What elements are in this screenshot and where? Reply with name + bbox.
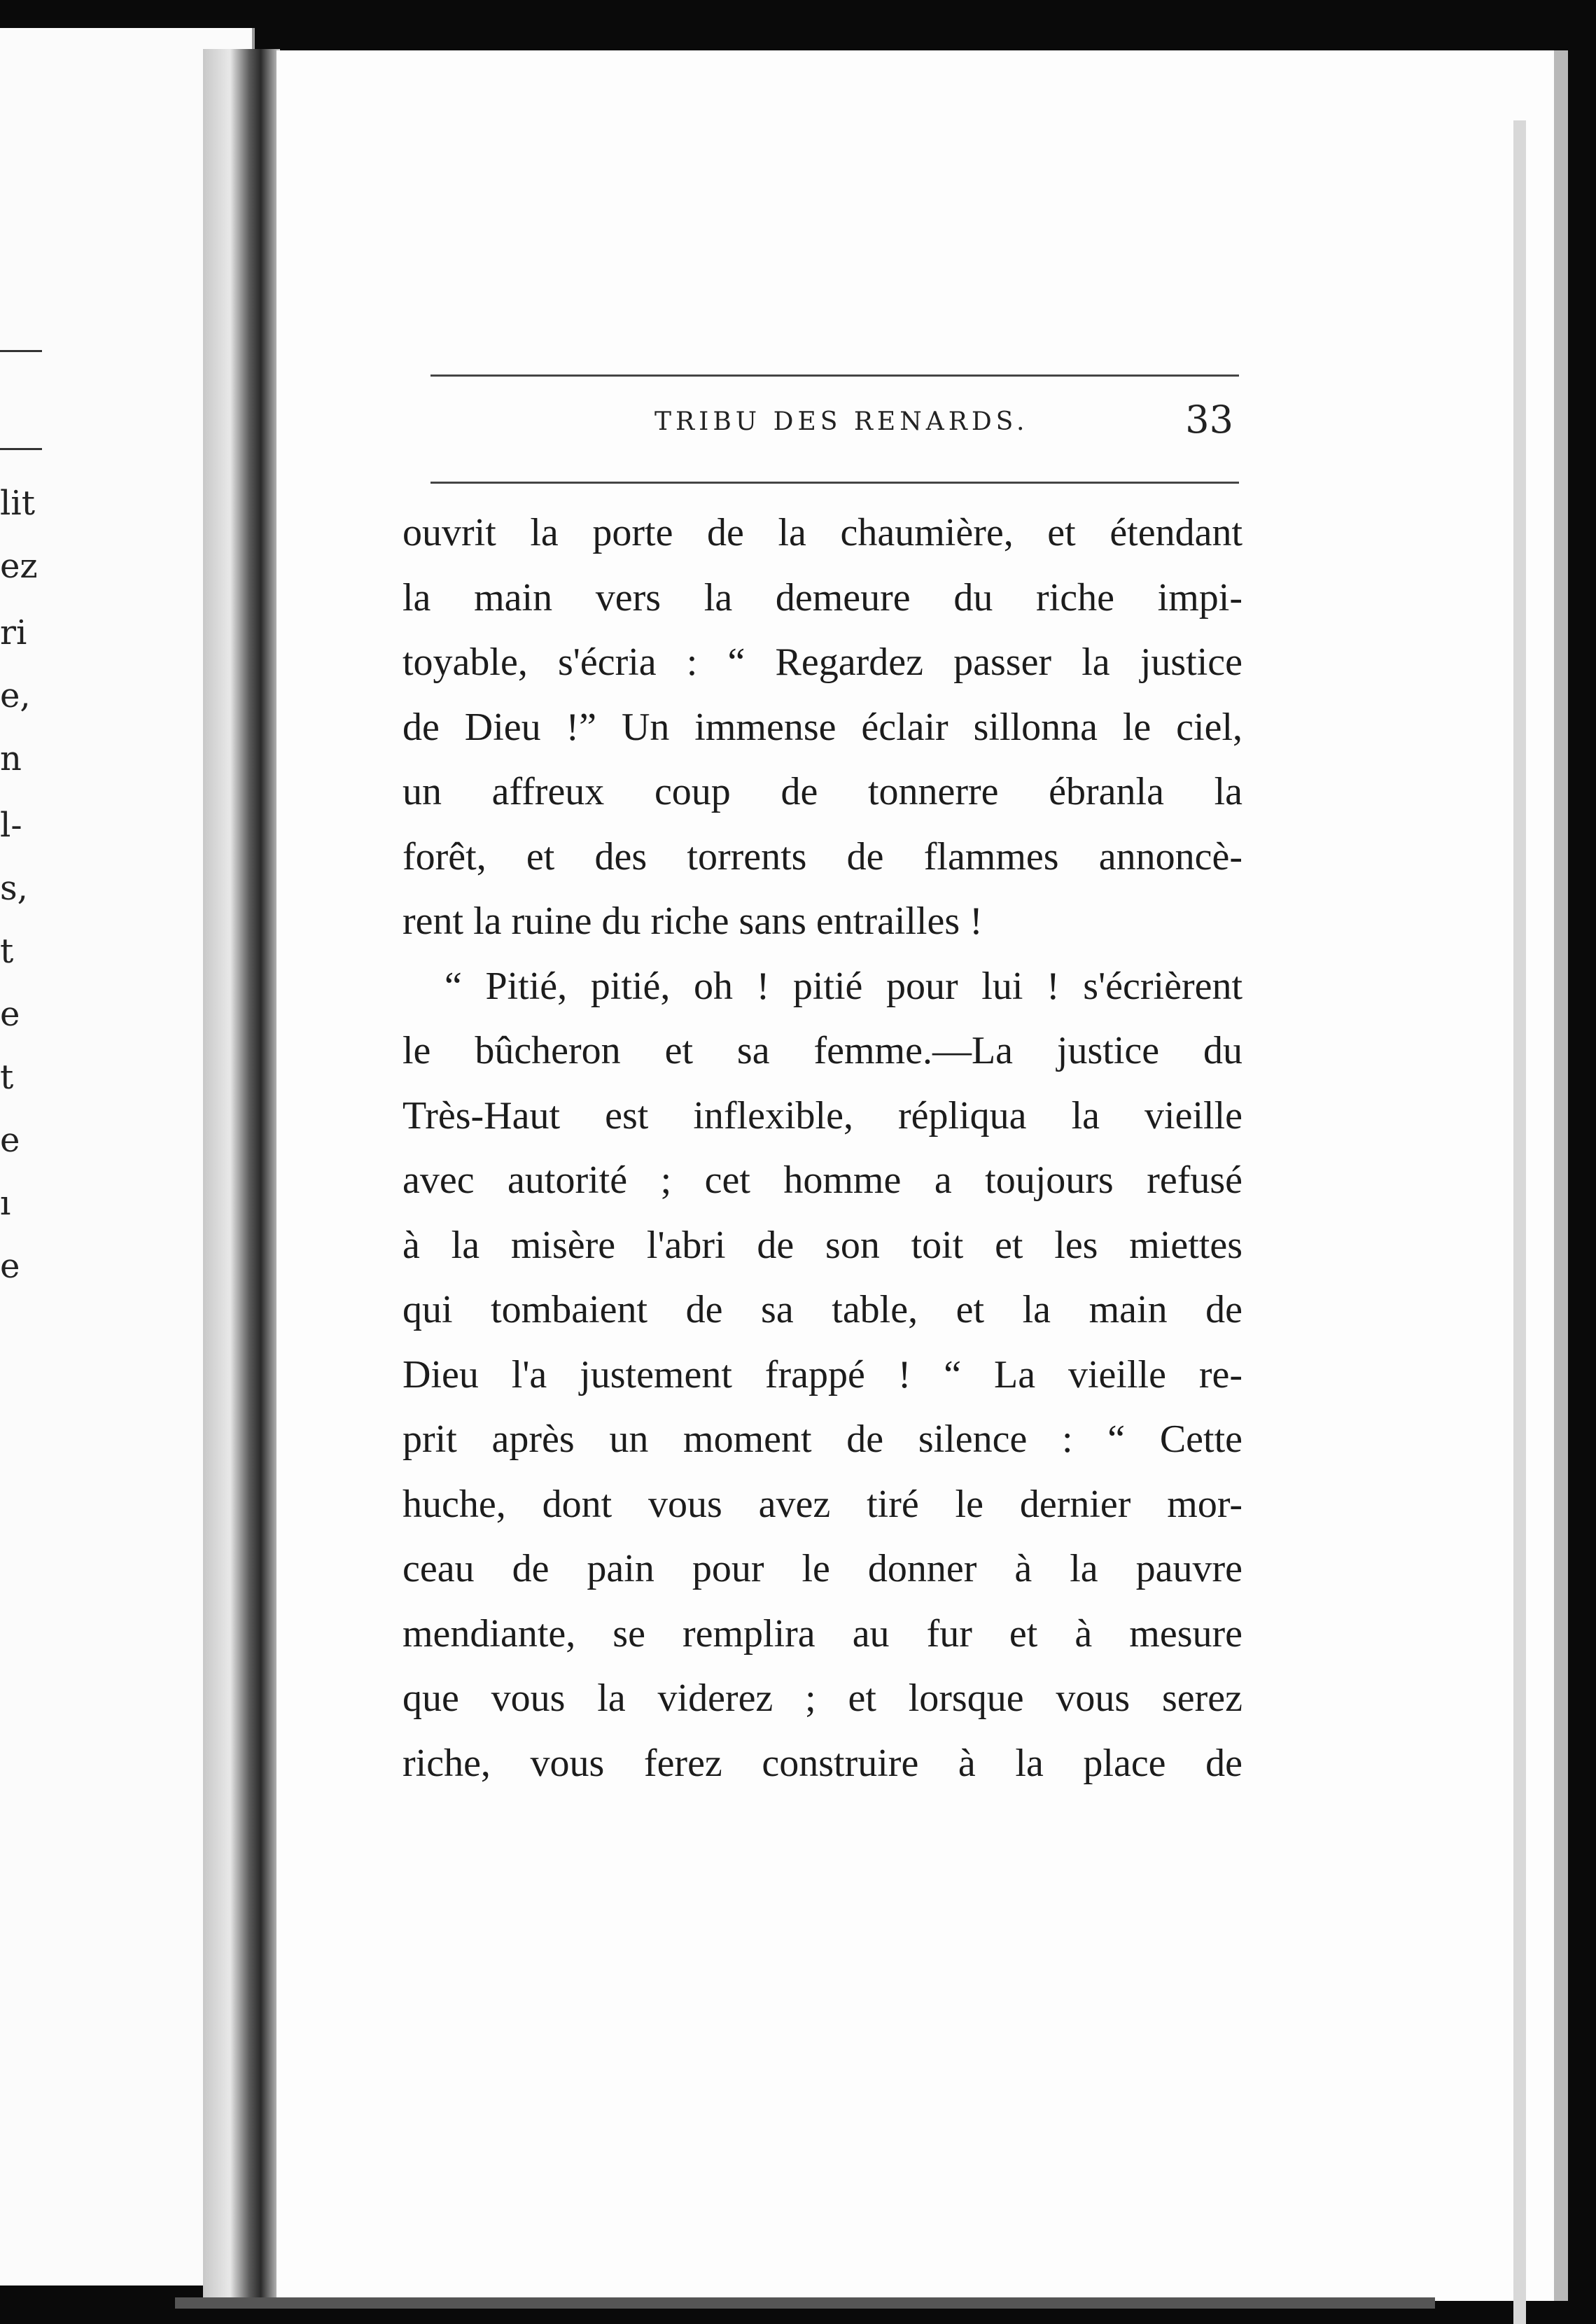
left-fragment: n <box>0 739 22 778</box>
text-line: Très-Haut est inflexible, répliqua la vieille <box>402 1093 1242 1138</box>
text-line: la main vers la demeure du riche impi- <box>402 575 1242 620</box>
text-line: “ Pitié, pitié, oh ! pitié pour lui ! s'écrièrent <box>444 964 1242 1008</box>
left-fragment: ez <box>0 547 38 586</box>
left-fragment: s, <box>0 869 28 908</box>
text-line: qui tombaient de sa table, et la main de <box>402 1288 1242 1331</box>
body-text <box>402 500 1242 1795</box>
page-number: 33 <box>1185 398 1233 442</box>
left-fragment: e <box>0 1247 20 1286</box>
text-line: ceau de pain pour le donner à la pauvre <box>402 1547 1242 1590</box>
left-fragment: e, <box>0 676 31 715</box>
left-fragment: lit <box>0 484 35 523</box>
left-fragment: e <box>0 1121 20 1160</box>
left-fragment: ı <box>0 1184 11 1223</box>
page-edge <box>1513 120 1526 2324</box>
left-fragment: ri <box>0 613 27 652</box>
text-line: à la misère l'abri de son toit et les miettes <box>402 1223 1242 1267</box>
text-line: de Dieu !” Un immense éclair sillonna le ciel, <box>402 705 1242 749</box>
running-title: TRIBU DES RENARDS. <box>654 407 1029 436</box>
text-line: le bûcheron et sa femme.—La justice du <box>402 1029 1242 1072</box>
left-page-rule-top <box>0 350 42 352</box>
text-line: mendiante, se remplira au fur et à mesure <box>402 1611 1242 1656</box>
text-line: prit après un moment de silence : “ Cette <box>402 1418 1242 1461</box>
text-line: que vous la viderez ; et lorsque vous serez <box>402 1676 1242 1720</box>
text-line: un affreux coup de tonnerre ébranla la <box>402 770 1242 813</box>
text-line: toyable, s'écria : “ Regardez passer la justice <box>402 640 1242 684</box>
binding-strip <box>175 2297 1435 2309</box>
book-gutter <box>203 49 280 2303</box>
text-line: avec autorité ; cet homme a toujours refusé <box>402 1158 1242 1202</box>
left-fragment: e <box>0 995 20 1034</box>
text-line: riche, vous ferez construire à la place de <box>402 1741 1242 1785</box>
running-head <box>430 374 1239 484</box>
text-line: huche, dont vous avez tiré le dernier mor- <box>402 1482 1242 1526</box>
text-line: forêt, et des torrents de flammes annoncè- <box>402 834 1242 878</box>
left-page-rule-bottom <box>0 448 42 450</box>
left-fragment: t <box>0 932 14 971</box>
text-line: rent la ruine du riche sans entrailles ! <box>402 899 983 943</box>
text-line: Dieu l'a justement frappé ! “ La vieille re- <box>402 1352 1242 1396</box>
left-fragment: t <box>0 1058 14 1097</box>
text-line: ouvrit la porte de la chaumière, et étendant <box>402 511 1242 554</box>
left-fragment: l- <box>0 806 22 845</box>
